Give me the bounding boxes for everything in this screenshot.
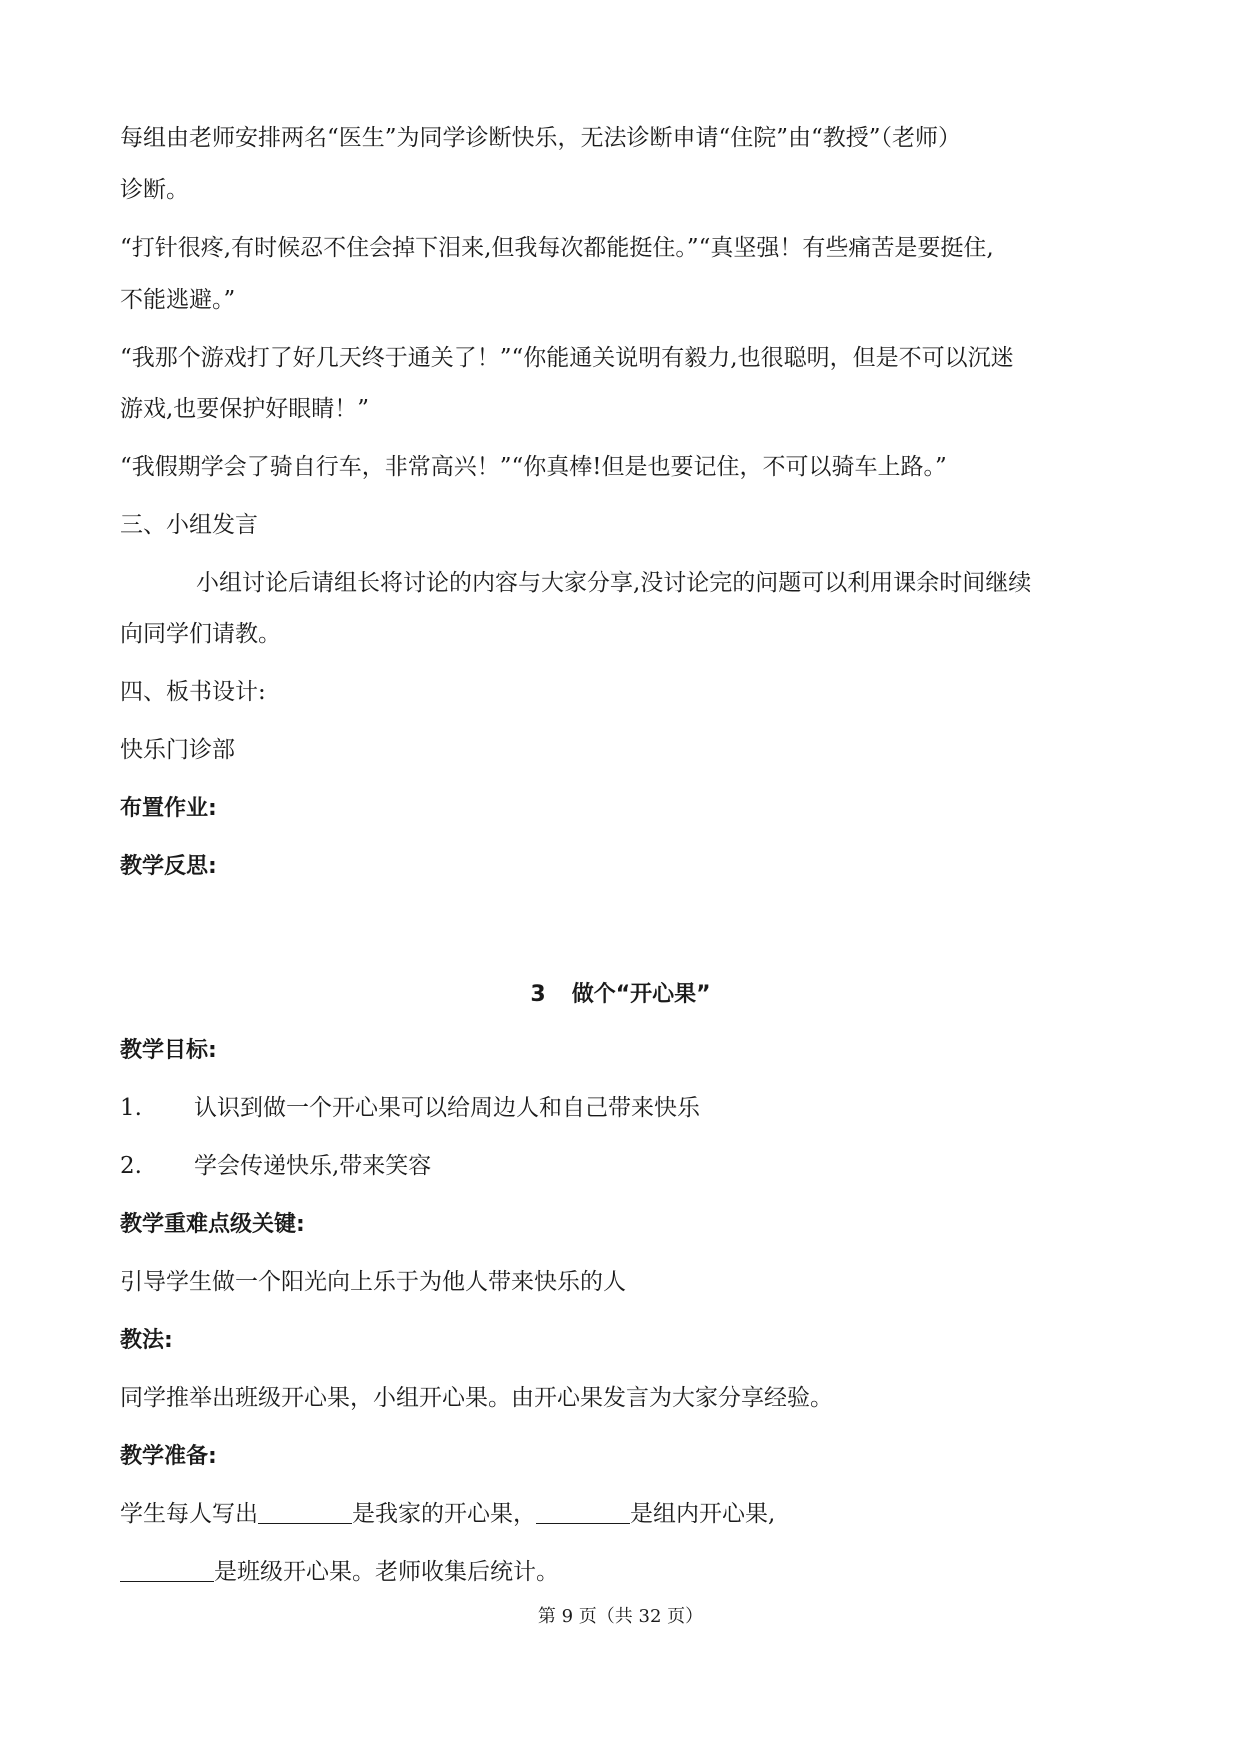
prep-text-1: 学生每人写出 <box>120 1501 258 1527</box>
goal-number: 2. <box>120 1153 142 1179</box>
paragraph-injection-line1: “打针很疼,有时候忍不住会掉下泪来,但我每次都能挺住。”“真坚强！有些痛苦是要挺住, <box>120 235 994 261</box>
lesson-title <box>0 977 1241 1008</box>
homework-label: 布置作业: <box>120 796 217 821</box>
prep-text-4: 是班级开心果。老师收集后统计。 <box>214 1559 559 1585</box>
paragraph-group-share-line1: 小组讨论后请组长将讨论的内容与大家分享,没讨论完的问题可以利用课余时间继续 <box>196 570 1032 596</box>
goal-item <box>120 1094 1120 1123</box>
fill-blank-group <box>536 1501 630 1524</box>
reflection-label: 教学反思: <box>120 854 217 879</box>
prep-line2 <box>120 1558 1120 1587</box>
paragraph-group-share-line2: 向同学们请教。 <box>120 621 281 647</box>
page-footer: 第 9 页（共 32 页） <box>537 1606 704 1627</box>
prep-text-3: 是组内开心果, <box>630 1501 776 1527</box>
paragraph-bicycle: “我假期学会了骑自行车，非常高兴！”“你真棒!但是也要记住，不可以骑车上路。” <box>120 454 947 480</box>
goal-number: 1. <box>120 1095 142 1121</box>
paragraph-game-line1: “我那个游戏打了好几天终于通关了！”“你能通关说明有毅力,也很聪明，但是不可以沉迷 <box>120 345 1014 371</box>
paragraph-game-line2: 游戏,也要保护好眼睛！” <box>120 396 370 422</box>
prep-label: 教学准备: <box>120 1444 217 1469</box>
keypoints-text: 引导学生做一个阳光向上乐于为他人带来快乐的人 <box>120 1269 626 1295</box>
heading-group-speech: 三、小组发言 <box>120 512 258 538</box>
fill-blank-family <box>258 1501 352 1524</box>
keypoints-label: 教学重难点级关键: <box>120 1212 305 1237</box>
prep-text-2: 是我家的开心果， <box>352 1501 536 1527</box>
board-content: 快乐门诊部 <box>120 737 235 763</box>
heading-board-design: 四、板书设计: <box>120 679 266 705</box>
lesson-title-text: 做个“开心果” <box>571 982 711 1007</box>
goal-item <box>120 1152 1120 1181</box>
goal-text: 学会传递快乐,带来笑容 <box>194 1153 432 1179</box>
paragraph-injection-line2: 不能逃避。” <box>120 287 236 313</box>
paragraph-doctor-line2: 诊断。 <box>120 177 189 203</box>
goal-text: 认识到做一个开心果可以给周边人和自己带来快乐 <box>194 1095 700 1121</box>
goals-label: 教学目标: <box>120 1038 217 1063</box>
lesson-number: 3 <box>530 982 546 1007</box>
method-label: 教法: <box>120 1328 173 1353</box>
fill-blank-class <box>120 1559 214 1582</box>
paragraph-doctor-line1: 每组由老师安排两名“医生”为同学诊断快乐，无法诊断申请“住院”由“教授”（老师） <box>120 125 962 151</box>
method-text: 同学推举出班级开心果，小组开心果。由开心果发言为大家分享经验。 <box>120 1385 833 1411</box>
prep-line1 <box>120 1500 1120 1529</box>
